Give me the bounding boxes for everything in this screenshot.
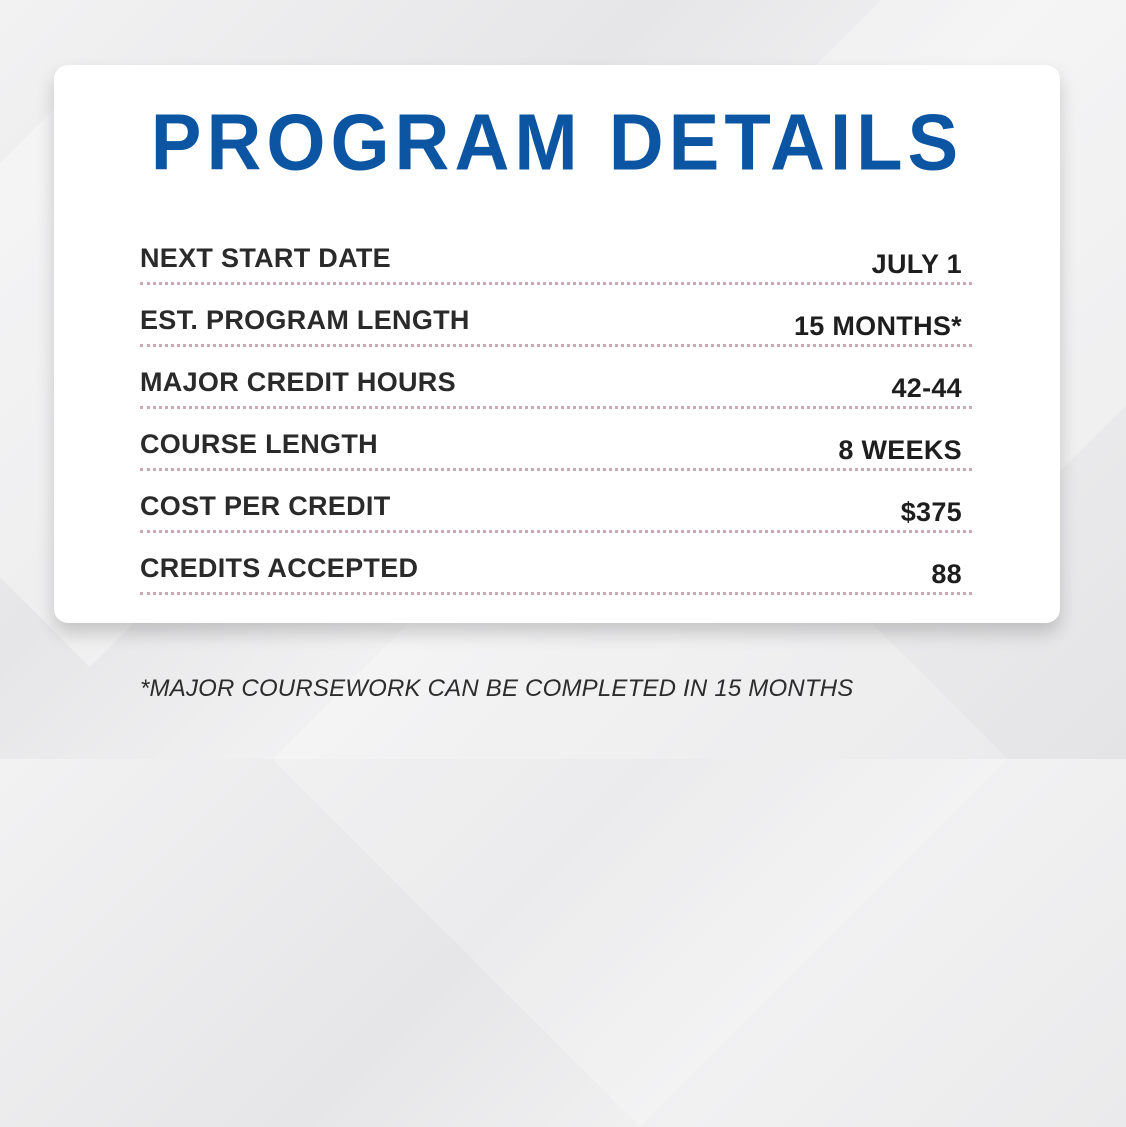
detail-value: 42-44 [891, 373, 962, 403]
detail-row-program-length [140, 285, 972, 347]
detail-label: EST. PROGRAM LENGTH [140, 305, 470, 335]
detail-row-next-start-date [140, 223, 972, 285]
detail-row-major-credit-hours [140, 347, 972, 409]
detail-value: JULY 1 [871, 249, 962, 279]
detail-value: 8 WEEKS [838, 435, 962, 465]
detail-value: $375 [900, 497, 962, 527]
detail-label: CREDITS ACCEPTED [140, 553, 419, 583]
details-list [140, 223, 972, 595]
footnote: *MAJOR COURSEWORK CAN BE COMPLETED IN 15 MONTHS [140, 675, 854, 702]
detail-label: COURSE LENGTH [140, 429, 378, 459]
detail-label: MAJOR CREDIT HOURS [140, 367, 456, 397]
detail-row-course-length [140, 409, 972, 471]
page-title: PROGRAM DETAILS [150, 97, 964, 188]
detail-row-credits-accepted [140, 533, 972, 595]
program-details-card [54, 65, 1060, 623]
detail-value: 15 MONTHS* [793, 311, 962, 341]
detail-value: 88 [931, 559, 962, 589]
detail-row-cost-per-credit [140, 471, 972, 533]
detail-label: COST PER CREDIT [140, 491, 391, 521]
detail-label: NEXT START DATE [140, 243, 391, 273]
